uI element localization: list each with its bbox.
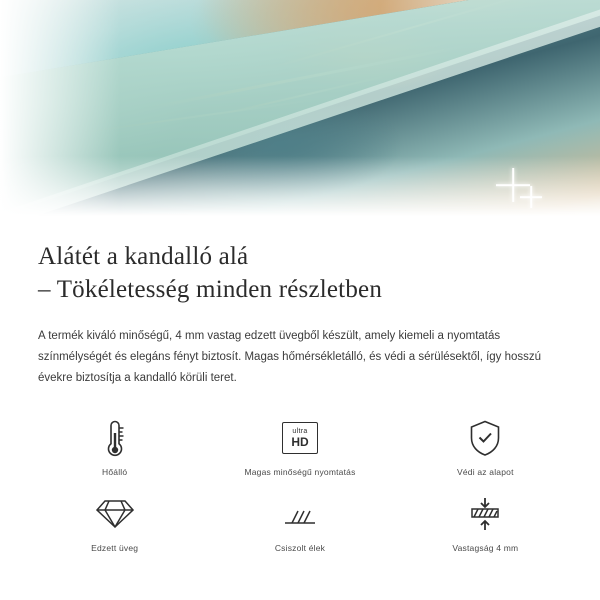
ultra-hd-badge-top: ultra (292, 428, 308, 435)
hero-bottom-fade (0, 156, 600, 216)
feature-grid (22, 415, 578, 553)
page-title-line-2: – Tökéletesség minden részletben (38, 276, 383, 303)
feature-label: Hőálló (102, 467, 128, 477)
feature-label: Vastagság 4 mm (452, 543, 519, 553)
feature-polished-edges (207, 491, 392, 553)
feature-label: Csiszolt élek (274, 543, 326, 553)
page-title-line-1: Alátét a kandalló alá (38, 243, 249, 270)
description-paragraph: A termék kiváló minőségű, 4 mm vastag edzett üvegből készült, amely kiemeli a nyomtatás színmélységét és elegáns fényt biztosít. Magas hőmérsékletálló, és védi a sérülésektől, így hosszú évekre biztosítja a kandalló körüli teret. (38, 330, 542, 384)
feature-label: Védi az alapot (456, 467, 514, 477)
shield-check-icon (468, 415, 502, 461)
ultra-hd-badge-bottom: HD (291, 435, 309, 449)
feature-label: Edzett üveg (91, 543, 139, 553)
feature-tempered-glass (22, 491, 207, 553)
content-area (0, 216, 600, 553)
feature-label: Magas minőségű nyomtatás (244, 467, 356, 477)
diamond-icon (96, 491, 134, 537)
thermometer-icon (102, 415, 128, 461)
feature-thickness (393, 491, 578, 553)
hero-image (0, 0, 600, 216)
feature-protects-surface (393, 415, 578, 477)
ultra-hd-icon (282, 415, 318, 461)
polished-edges-icon (281, 491, 319, 537)
feature-print-quality (207, 415, 392, 477)
thickness-icon (465, 491, 505, 537)
feature-heat-resistant (22, 415, 207, 477)
page-title (38, 240, 562, 306)
